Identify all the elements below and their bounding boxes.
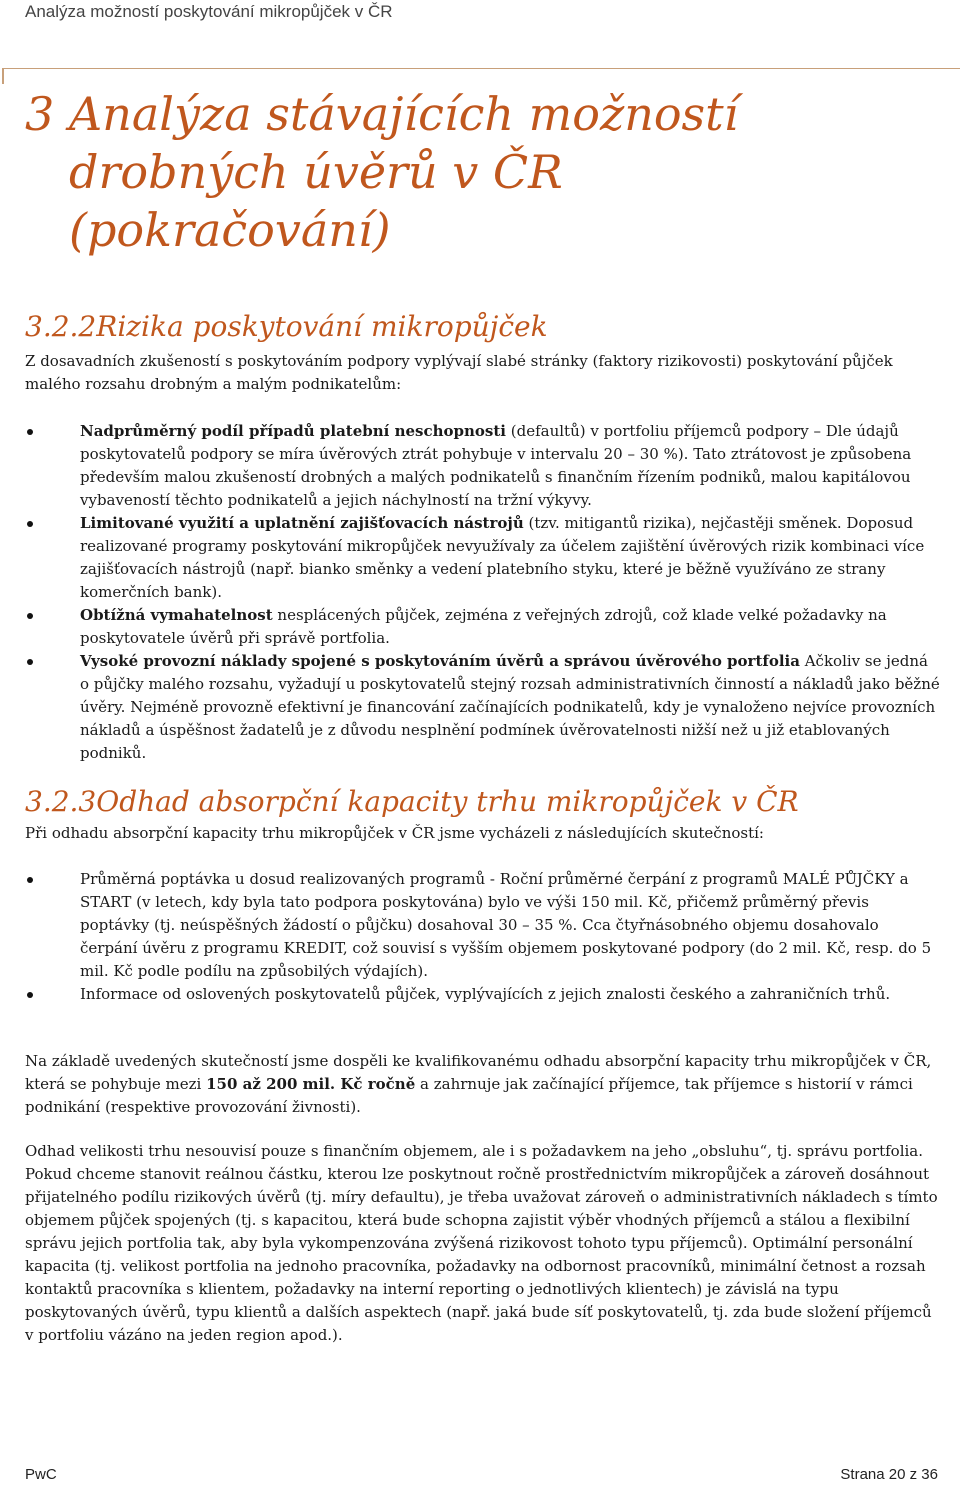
item-bold: Obtížná vymahatelnost [80, 606, 273, 624]
conclusion-paragraph [25, 1050, 940, 1119]
closing-paragraph: Odhad velikosti trhu nesouvisí pouze s finančním objemem, ale i s požadavkem na jeho „obsluhu“, tj. správu portfolia. Pokud chceme stanovit reálnou částku, kterou lze poskytnout ročně prostřednictvím mikropůjček a zároveň dosáhnout přijatelného podílu rizikových úvěrů (tj. míry defaultu), je třeba uvažovat zároveň o administrativních nákladech s tímto objemem půjček spojených (tj. s kapacitou, která bude schopna zajistit výběr vhodných příjemců a stálou a flexibilní správu jejich portfolia tak, aby byla vykompenzována zvýšená rizikovost tohoto typu příjemců). Optimální personální kapacita (tj. velikost portfolia na jednoho pracovníka, požadavky na odbornost pracovníků, minimální četnost a rozsah kontaktů pracovníka s klientem, požadavky na interní reporting o jednotlivých klientech) je závislá na typu poskytovaných úvěrů, typu klientů a dalších aspektech (např. jaká bude síť poskytovatelů, tj. zda bude složení příjemců v portfoliu vázáno na jeden region apod.). [25, 1142, 938, 1344]
conclusion-amount: 150 až 200 mil. Kč ročně [206, 1075, 416, 1093]
list-item [25, 868, 940, 983]
bullet-icon [27, 521, 33, 527]
list-item [25, 420, 940, 512]
item-text: (defaultů) v portfoliu příjemců podpory – Dle údajů poskytovatelů podpory se míra úvěrových ztrát pohybuje v intervalu 20 – 30 %). Tato ztrátovost je způsobena především malou zkušeností drobných a malých podnikatelů s finančním řízením podniků, malou kapitálovou vybaveností těchto podnikatelů a jejich náchylností na tržní výkyvy. [80, 422, 912, 509]
bullet-icon [27, 992, 33, 998]
item-bold: Nadprůměrný podíl případů platební neschopnosti [80, 422, 506, 440]
section-323-intro: Při odhadu absorpční kapacity trhu mikropůjček v ČR jsme vycházeli z následujících skutečností: [25, 824, 764, 842]
item-text: Průměrná poptávka u dosud realizovaných programů - Roční průměrné čerpání z programů MALÉ PŮJČKY a START (v letech, kdy byla tato podpora poskytována) bylo ve výši 150 mil. Kč, přičemž průměrný převis poptávky (tj. neúspěšných žádostí o půjčku) dosahoval 30 – 35 %. Cca čtyřnásobného objemu dosahovalo čerpání úvěru z programu KREDIT, což souvisí s vyšším objemem poskytované podpory (do 2 mil. Kč, resp. do 5 mil. Kč podle podílu na způsobilých výdajích). [80, 870, 932, 980]
page-number: Strana 20 z 36 [840, 1466, 938, 1483]
header-rule [2, 68, 960, 84]
chapter-title [25, 85, 945, 259]
section-heading-323: 3.2.3Odhad absorpční kapacity trhu mikropůjček v ČR [25, 785, 799, 818]
footer-brand: PwC [25, 1466, 57, 1483]
list-item [25, 604, 940, 650]
bullet-icon [27, 429, 33, 435]
item-text: Informace od oslovených poskytovatelů půjček, vyplývajících z jejich znalosti českého a zahraničních trhů. [80, 985, 891, 1003]
item-bold: Vysoké provozní náklady spojené s poskytováním úvěrů a správou úvěrového portfolia [80, 652, 800, 670]
fact-list [25, 868, 940, 1006]
bullet-icon [27, 613, 33, 619]
chapter-title-line1: Analýza stávajících možností [69, 87, 739, 141]
item-bold: Limitované využití a uplatnění zajišťovacích nástrojů [80, 514, 524, 532]
chapter-title-line3: (pokračování) [69, 203, 391, 257]
chapter-title-line2: drobných úvěrů v ČR [69, 145, 563, 199]
list-item [25, 512, 940, 604]
chapter-number: 3 [25, 87, 55, 141]
item-text: (tzv. mitigantů rizika), nejčastěji směnek. Doposud realizované programy poskytování mikropůjček nevyužívaly za účelem zajištění úvěrových rizik kombinaci více zajišťovacích nástrojů (např. bianko směnky a vedení platebního styku, které je běžně využíváno ze strany komerčních bank). [80, 514, 925, 601]
item-text: Ačkoliv se jedná o půjčky malého rozsahu, vyžadují u poskytovatelů stejný rozsah administrativních činností a nákladů jako běžné úvěry. Nejméně provozně efektivní je financování začínajících podnikatelů, kdy je vynaloženo nejvíce provozních nákladů a úspěšnost žadatelů je z důvodu nesplnění podmínek úvěrovatelnosti nižší než u již etablovaných podniků. [80, 652, 940, 762]
bullet-icon [27, 659, 33, 665]
conclusion-text: Na základě uvedených skutečností jsme dospěli ke kvalifikovanému odhadu absorpční kapacity trhu mikropůjček v ČR, která se pohybuje mezi [25, 1052, 932, 1093]
bullet-icon [27, 877, 33, 883]
list-item [25, 650, 940, 765]
list-item [25, 983, 940, 1006]
conclusion-text-end: a zahrnuje jak začínající příjemce, tak příjemce s historií v rámci podnikání (respektive provozování živnosti). [25, 1075, 913, 1116]
section-heading-322: 3.2.2Rizika poskytování mikropůjček [25, 310, 548, 343]
risk-list [25, 420, 940, 765]
running-header: Analýza možností poskytování mikropůjček v ČR [25, 2, 393, 21]
item-text: nesplácených půjček, zejména z veřejných zdrojů, což klade velké požadavky na poskytovatele úvěrů při správě portfolia. [80, 606, 887, 647]
section-322-intro: Z dosavadních zkušeností s poskytováním podpory vyplývají slabé stránky (faktory rizikovosti) poskytování půjček malého rozsahu drobným a malým podnikatelům: [25, 352, 893, 393]
